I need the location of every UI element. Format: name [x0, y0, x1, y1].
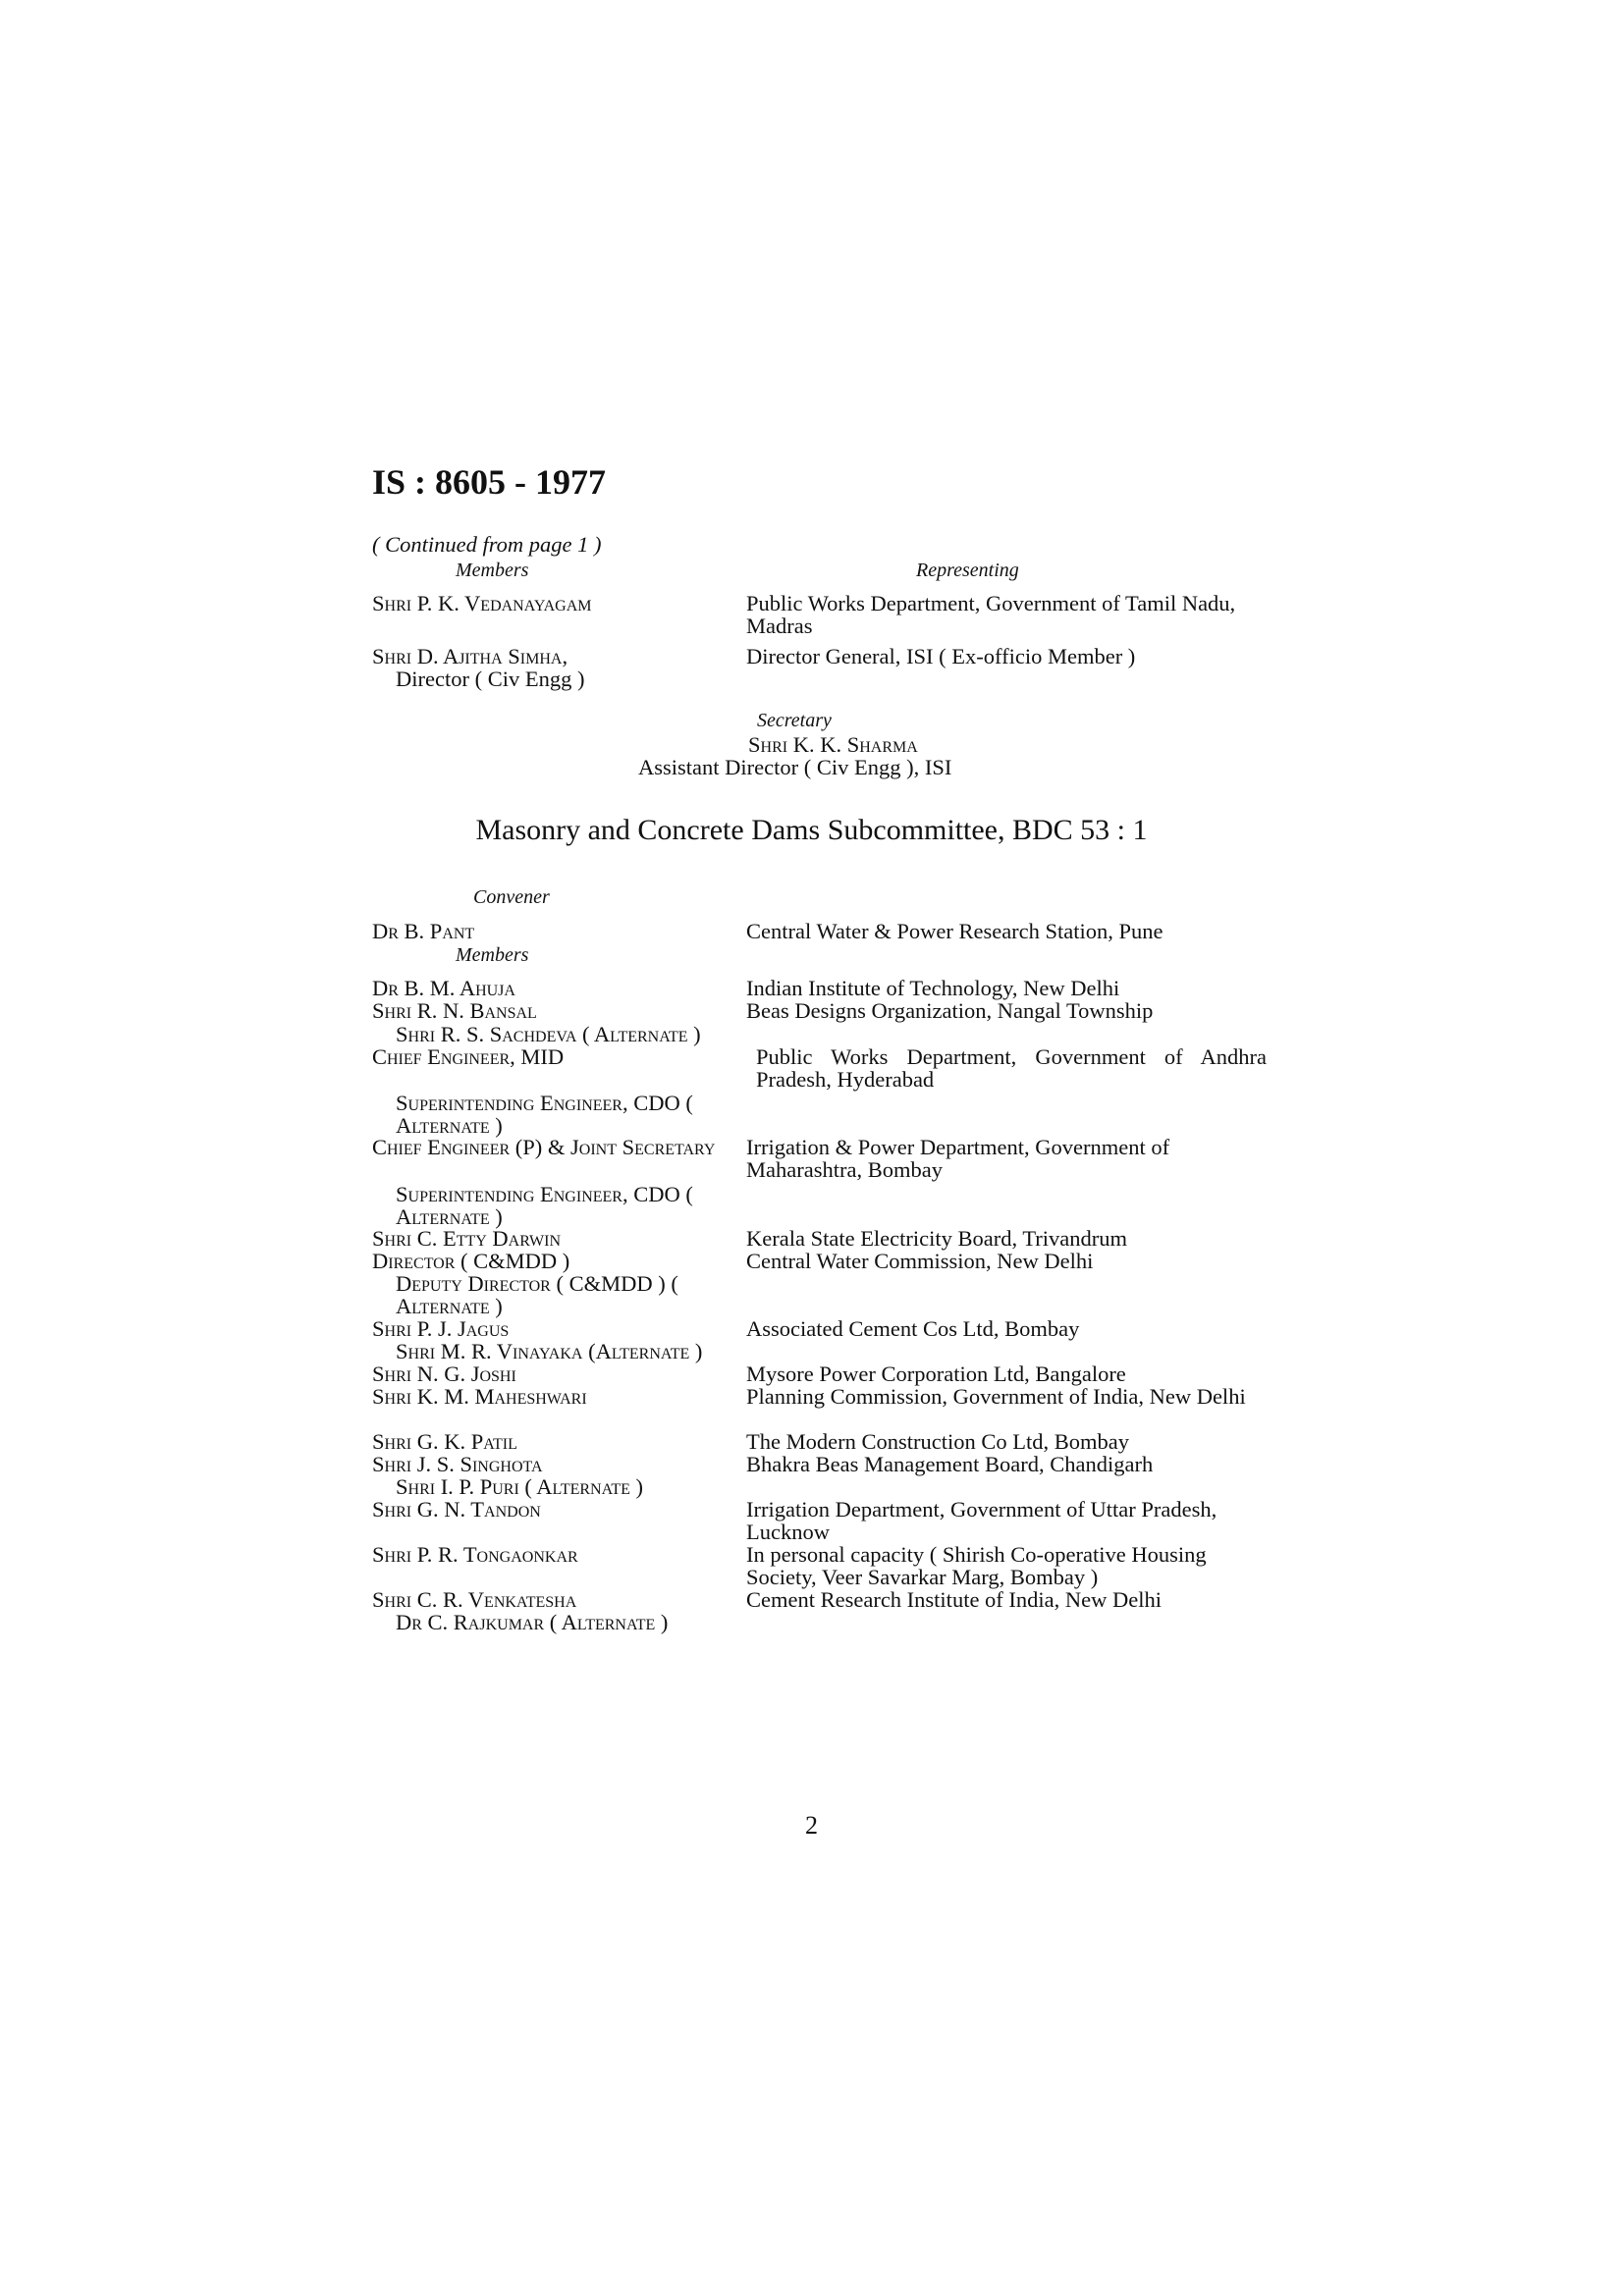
member-representing: Kerala State Electricity Board, Trivandrum	[746, 1226, 1128, 1251]
member-representing: Indian Institute of Technology, New Delhi	[746, 976, 1120, 1000]
member-representing: Mysore Power Corporation Ltd, Bangalore	[746, 1362, 1126, 1386]
member-representing: In personal capacity ( Shirish Co-operative Housing Society, Veer Savarkar Marg, Bombay )	[746, 1542, 1207, 1589]
representing-heading: Representing	[916, 560, 1019, 581]
member-representing: Director General, ISI ( Ex-officio Member )	[746, 644, 1136, 668]
convener-representing: Central Water & Power Research Station, Pune	[746, 919, 1163, 943]
member-name: Shri G. K. Patil	[372, 1429, 517, 1454]
alternate-name: Deputy Director ( C&MDD ) ( Alternate )	[396, 1271, 678, 1318]
alternate-name: Superintending Engineer, CDO ( Alternate )	[396, 1182, 693, 1229]
convener-heading: Convener	[473, 886, 550, 908]
subcommittee-title: Masonry and Concrete Dams Subcommittee, BDC 53 : 1	[475, 814, 1148, 846]
member-name: Shri K. M. Maheshwari	[372, 1384, 587, 1409]
member-name: Shri N. G. Joshi	[372, 1362, 516, 1386]
member-name: Director ( C&MDD )	[372, 1249, 570, 1273]
member-name: Shri G. N. Tandon	[372, 1497, 541, 1522]
alternate-name: Superintending Engineer, CDO ( Alternate )	[396, 1091, 693, 1138]
member-representing: The Modern Construction Co Ltd, Bombay	[746, 1429, 1129, 1454]
member-designation: Director ( Civ Engg )	[396, 667, 585, 691]
secretary-heading: Secretary	[757, 710, 832, 731]
member-representing: Bhakra Beas Management Board, Chandigarh	[746, 1452, 1154, 1476]
convener-name: Dr B. Pant	[372, 919, 475, 943]
member-representing: Public Works Department, Government of Tamil Nadu, Madras	[746, 591, 1236, 638]
continued-note: ( Continued from page 1 )	[372, 532, 602, 557]
member-name: Shri D. Ajitha Simha,	[372, 644, 568, 668]
member-name: Shri P. K. Vedanayagam	[372, 591, 592, 615]
member-name: Shri R. N. Bansal	[372, 998, 537, 1023]
member-name: Shri J. S. Singhota	[372, 1452, 543, 1476]
alternate-name: Dr C. Rajkumar ( Alternate )	[396, 1610, 669, 1634]
member-representing: Cement Research Institute of India, New Delhi	[746, 1587, 1162, 1612]
member-representing: Planning Commission, Government of India, New Delhi	[746, 1384, 1246, 1409]
member-name: Chief Engineer (P) & Joint Secretary	[372, 1135, 716, 1159]
member-representing: Public Works Department, Government of Andhra Pradesh, Hyderabad	[756, 1044, 1267, 1092]
member-name: Chief Engineer, MID	[372, 1044, 565, 1069]
alternate-name: Shri M. R. Vinayaka (Alternate )	[396, 1339, 703, 1363]
member-name: Shri C. R. Venkatesha	[372, 1587, 577, 1612]
alternate-name: Shri I. P. Puri ( Alternate )	[396, 1474, 644, 1499]
member-representing: Central Water Commission, New Delhi	[746, 1249, 1094, 1273]
standard-number: IS : 8605 - 1977	[372, 462, 607, 502]
member-representing: Associated Cement Cos Ltd, Bombay	[746, 1316, 1080, 1341]
member-representing: Irrigation & Power Department, Government of Maharashtra, Bombay	[746, 1135, 1170, 1182]
member-name: Shri C. Etty Darwin	[372, 1226, 561, 1251]
members-heading: Members	[456, 944, 529, 966]
members-heading: Members	[456, 560, 529, 581]
member-name: Shri P. J. Jagus	[372, 1316, 510, 1341]
member-representing: Irrigation Department, Government of Uttar Pradesh, Lucknow	[746, 1497, 1217, 1544]
page-number: 2	[805, 1811, 818, 1840]
secretary-title: Assistant Director ( Civ Engg ), ISI	[638, 755, 952, 779]
member-representing: Beas Designs Organization, Nangal Township	[746, 998, 1154, 1023]
member-name: Dr B. M. Ahuja	[372, 976, 515, 1000]
alternate-name: Shri R. S. Sachdeva ( Alternate )	[396, 1022, 701, 1046]
secretary-name: Shri K. K. Sharma	[748, 732, 918, 757]
member-name: Shri P. R. Tongaonkar	[372, 1542, 578, 1567]
